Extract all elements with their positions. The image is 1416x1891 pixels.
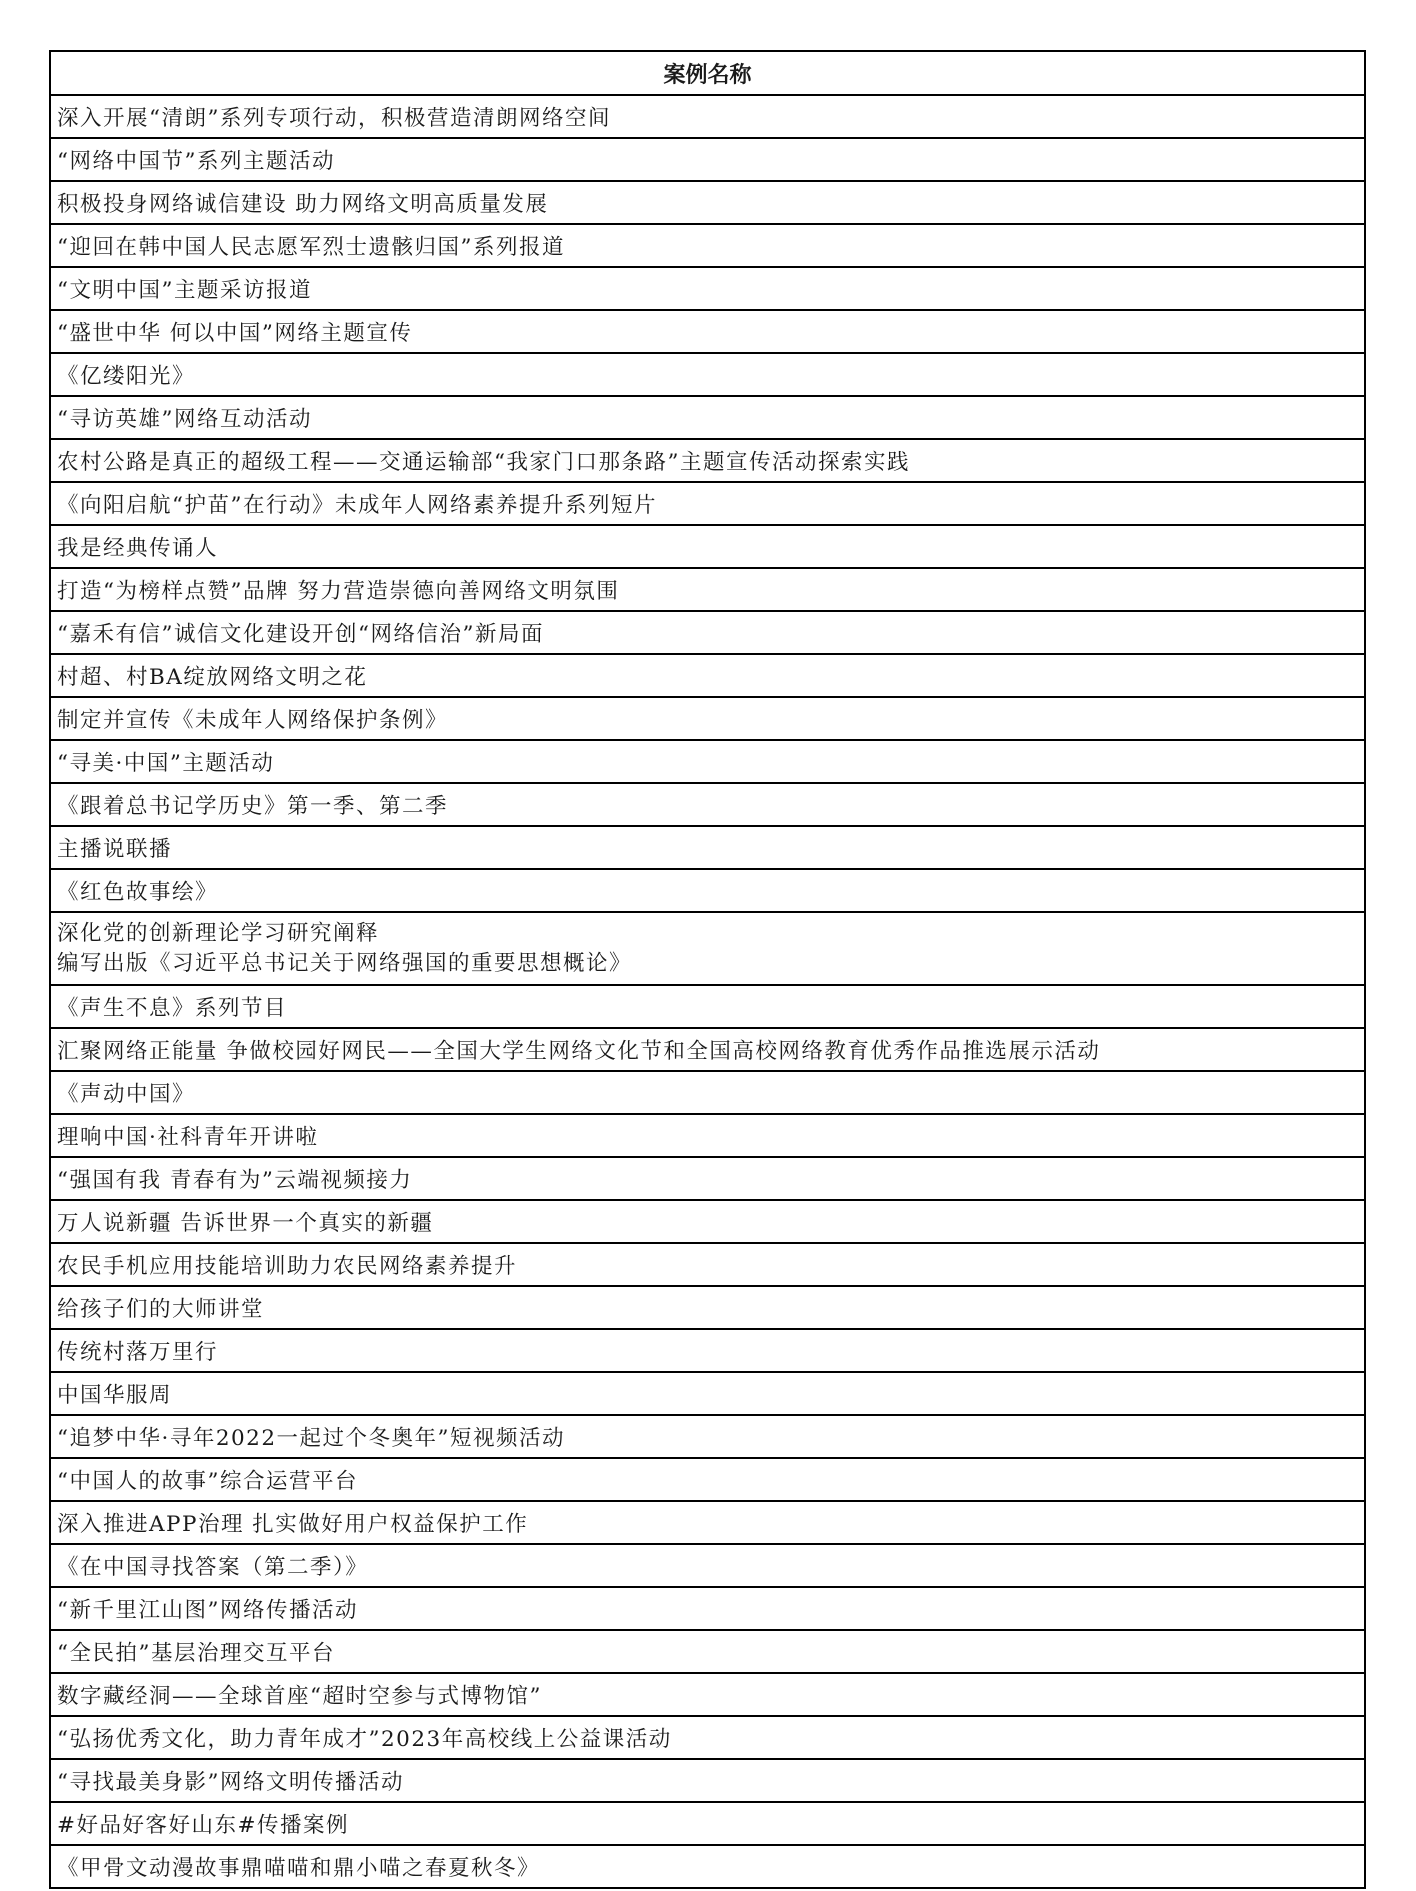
table-row <box>50 1028 1365 1071</box>
table-row <box>50 912 1365 985</box>
table-row <box>50 783 1365 826</box>
table-row <box>50 1329 1365 1372</box>
case-name-cell: 中国华服周 <box>50 1372 1365 1415</box>
table-row <box>50 568 1365 611</box>
table-row <box>50 1157 1365 1200</box>
case-name-cell: “强国有我 青春有为”云端视频接力 <box>50 1157 1365 1200</box>
case-name-cell: “迎回在韩中国人民志愿军烈士遗骸归国”系列报道 <box>50 224 1365 267</box>
table-row <box>50 826 1365 869</box>
case-name-cell: “寻找最美身影”网络文明传播活动 <box>50 1759 1365 1802</box>
table-header-row <box>50 51 1365 95</box>
table-row <box>50 1071 1365 1114</box>
table-row <box>50 525 1365 568</box>
case-name-cell: 汇聚网络正能量 争做校园好网民——全国大学生网络文化节和全国高校网络教育优秀作品推选展示活动 <box>50 1028 1365 1071</box>
table-row <box>50 1544 1365 1587</box>
case-name-cell: “弘扬优秀文化，助力青年成才”2023年高校线上公益课活动 <box>50 1716 1365 1759</box>
table-row <box>50 1200 1365 1243</box>
case-name-table <box>49 50 1366 1889</box>
table-row <box>50 396 1365 439</box>
table-row <box>50 1243 1365 1286</box>
case-name-cell: 《在中国寻找答案（第二季）》 <box>50 1544 1365 1587</box>
case-name-cell: 打造“为榜样点赞”品牌 努力营造崇德向善网络文明氛围 <box>50 568 1365 611</box>
table-row <box>50 1845 1365 1888</box>
table-row <box>50 1630 1365 1673</box>
case-name-cell: 制定并宣传《未成年人网络保护条例》 <box>50 697 1365 740</box>
case-name-cell: “寻美·中国”主题活动 <box>50 740 1365 783</box>
table-row <box>50 353 1365 396</box>
table-row <box>50 138 1365 181</box>
table-row <box>50 310 1365 353</box>
case-name-cell: 《红色故事绘》 <box>50 869 1365 912</box>
case-name-cell: 村超、村BA绽放网络文明之花 <box>50 654 1365 697</box>
case-name-line: 深化党的创新理论学习研究阐释 <box>57 920 380 946</box>
case-name-cell: 理响中国·社科青年开讲啦 <box>50 1114 1365 1157</box>
table-row <box>50 869 1365 912</box>
table-row <box>50 654 1365 697</box>
case-name-cell: 给孩子们的大师讲堂 <box>50 1286 1365 1329</box>
case-name-cell: “文明中国”主题采访报道 <box>50 267 1365 310</box>
case-name-cell: “追梦中华·寻年2022一起过个冬奥年”短视频活动 <box>50 1415 1365 1458</box>
table-row <box>50 1587 1365 1630</box>
table-row <box>50 697 1365 740</box>
table-row <box>50 1372 1365 1415</box>
case-name-cell: 传统村落万里行 <box>50 1329 1365 1372</box>
column-header-case-name: 案例名称 <box>50 51 1365 95</box>
case-name-cell: 《声生不息》系列节目 <box>50 985 1365 1028</box>
table-row <box>50 1802 1365 1845</box>
table-row <box>50 985 1365 1028</box>
table-row <box>50 1114 1365 1157</box>
case-name-cell: “中国人的故事”综合运营平台 <box>50 1458 1365 1501</box>
case-name-cell: 积极投身网络诚信建设 助力网络文明高质量发展 <box>50 181 1365 224</box>
case-name-cell: 农民手机应用技能培训助力农民网络素养提升 <box>50 1243 1365 1286</box>
case-name-cell <box>50 912 1365 985</box>
table-row <box>50 1415 1365 1458</box>
case-name-line: 编写出版《习近平总书记关于网络强国的重要思想概论》 <box>57 950 633 976</box>
case-name-cell: “网络中国节”系列主题活动 <box>50 138 1365 181</box>
case-name-cell: 深入推进APP治理 扎实做好用户权益保护工作 <box>50 1501 1365 1544</box>
case-name-cell: 《亿缕阳光》 <box>50 353 1365 396</box>
case-name-cell: “新千里江山图”网络传播活动 <box>50 1587 1365 1630</box>
case-name-cell: 《甲骨文动漫故事鼎喵喵和鼎小喵之春夏秋冬》 <box>50 1845 1365 1888</box>
table-row <box>50 611 1365 654</box>
case-name-cell: “寻访英雄”网络互动活动 <box>50 396 1365 439</box>
table-row <box>50 1286 1365 1329</box>
table-row <box>50 1501 1365 1544</box>
case-name-cell: “盛世中华 何以中国”网络主题宣传 <box>50 310 1365 353</box>
table-row <box>50 1673 1365 1716</box>
table-row <box>50 1458 1365 1501</box>
table-row <box>50 439 1365 482</box>
table-row <box>50 1716 1365 1759</box>
table-row <box>50 224 1365 267</box>
case-name-cell: 《声动中国》 <box>50 1071 1365 1114</box>
case-name-cell: 我是经典传诵人 <box>50 525 1365 568</box>
case-name-cell: 《向阳启航“护苗”在行动》未成年人网络素养提升系列短片 <box>50 482 1365 525</box>
case-name-cell: 深入开展“清朗”系列专项行动，积极营造清朗网络空间 <box>50 95 1365 138</box>
table-row <box>50 181 1365 224</box>
table-row <box>50 482 1365 525</box>
table-row <box>50 267 1365 310</box>
case-name-cell: “全民拍”基层治理交互平台 <box>50 1630 1365 1673</box>
case-name-cell: #好品好客好山东#传播案例 <box>50 1802 1365 1845</box>
case-name-cell: 《跟着总书记学历史》第一季、第二季 <box>50 783 1365 826</box>
table-row <box>50 740 1365 783</box>
table-row <box>50 1759 1365 1802</box>
table-row <box>50 95 1365 138</box>
case-name-cell: 万人说新疆 告诉世界一个真实的新疆 <box>50 1200 1365 1243</box>
case-name-cell: 农村公路是真正的超级工程——交通运输部“我家门口那条路”主题宣传活动探索实践 <box>50 439 1365 482</box>
case-name-cell: 主播说联播 <box>50 826 1365 869</box>
case-name-cell: “嘉禾有信”诚信文化建设开创“网络信治”新局面 <box>50 611 1365 654</box>
case-name-cell: 数字藏经洞——全球首座“超时空参与式博物馆” <box>50 1673 1365 1716</box>
